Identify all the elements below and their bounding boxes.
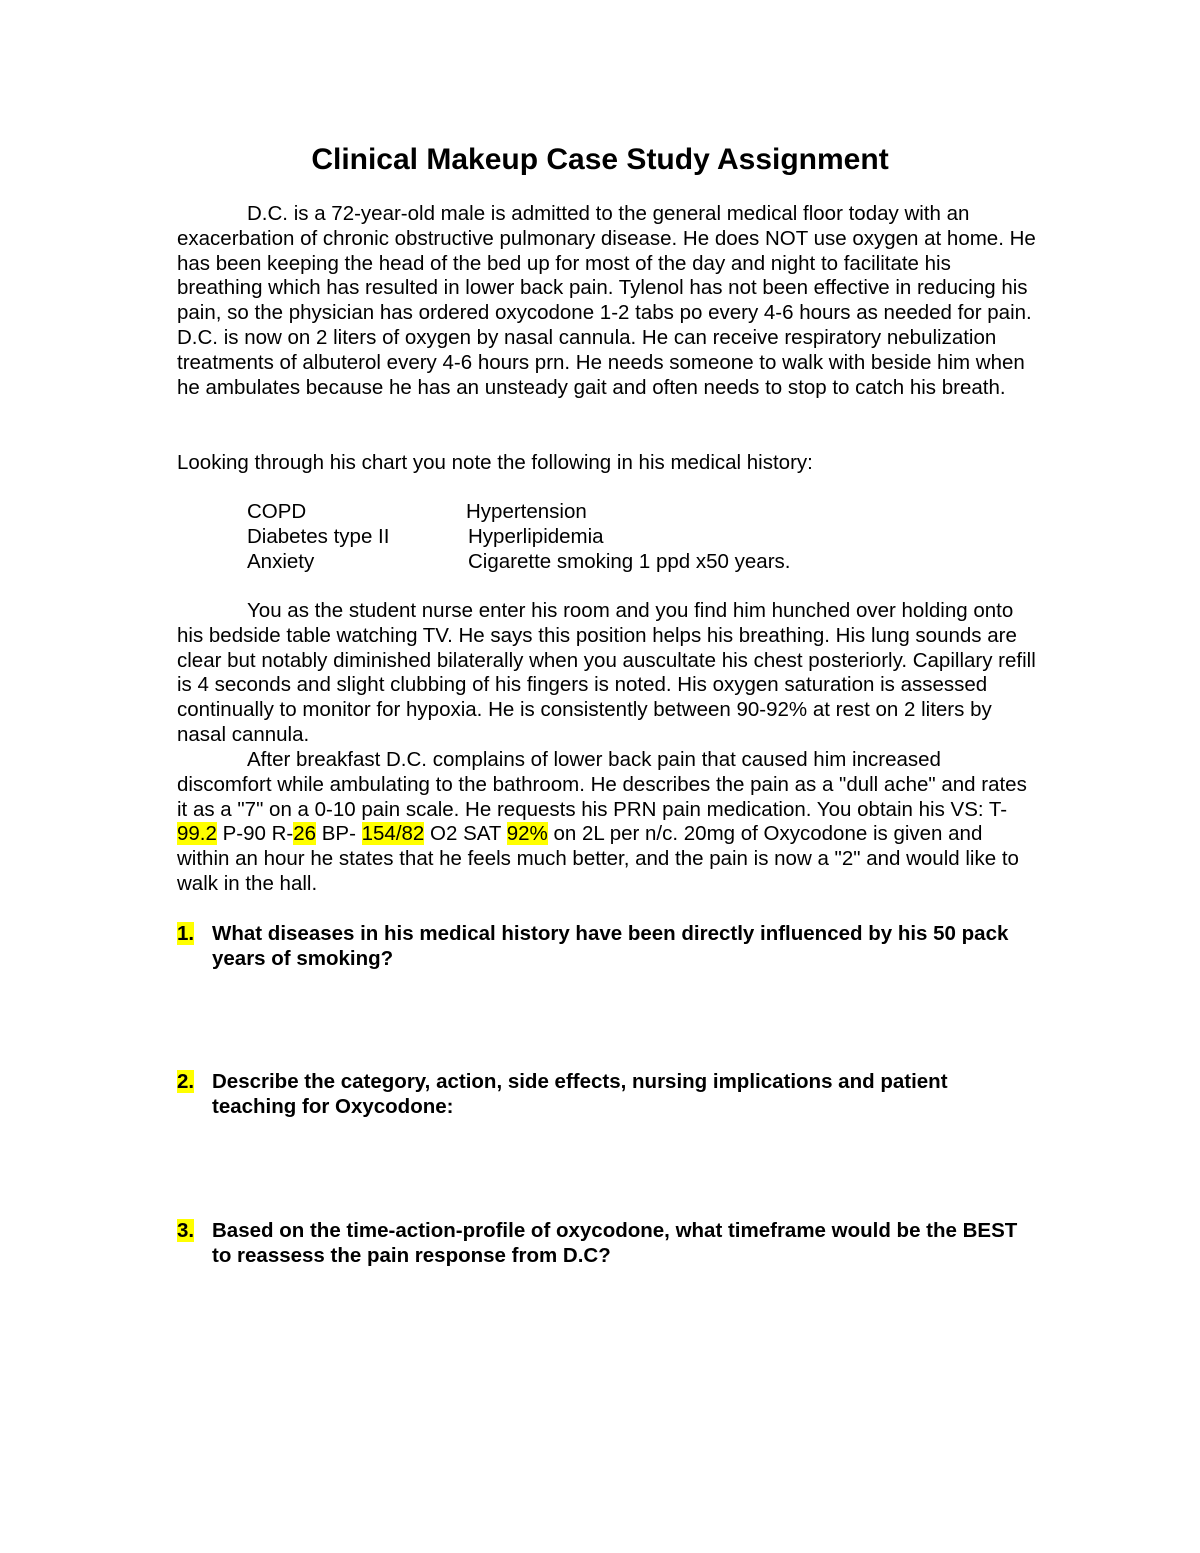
history-item: Diabetes type II bbox=[247, 525, 390, 548]
question-text: What diseases in his medical history have been directly influenced by his 50 pack years of smoking? bbox=[212, 922, 1009, 970]
respiration-value: 26 bbox=[293, 822, 317, 846]
vs-text-after: on 2L per n/c. 20mg of Oxycodone is given and within an hour he states that he feels much better, and the pain is now a "2" and would like to walk in the hall. bbox=[177, 822, 1019, 895]
history-item: Anxiety bbox=[247, 550, 315, 573]
vs-text-before: After breakfast D.C. complains of lower back pain that caused him increased discomfort while ambulating to the bathroom. He describes the pain as a "dull ache" and rates it as a "7" on a 0-10 pain scale. He requests his PRN pain medication. You obtain his VS: T- bbox=[177, 748, 1027, 821]
bp-label: BP- bbox=[316, 822, 362, 846]
question-number: 3. bbox=[177, 1219, 195, 1242]
pulse-text: P-90 R- bbox=[216, 822, 294, 846]
sat-label: O2 SAT bbox=[424, 822, 507, 846]
temperature-value: 99.2 bbox=[177, 822, 217, 846]
question-2 bbox=[177, 1070, 1037, 1120]
vital-signs-paragraph bbox=[177, 748, 1037, 897]
question-number: 1. bbox=[177, 922, 195, 945]
question-text: Describe the category, action, side effects, nursing implications and patient teaching for Oxycodone: bbox=[212, 1070, 948, 1118]
history-item: Hyperlipidemia bbox=[468, 525, 604, 548]
page-title: Clinical Makeup Case Study Assignment bbox=[311, 143, 889, 176]
blood-pressure-value: 154/82 bbox=[361, 822, 425, 846]
o2-sat-value: 92% bbox=[506, 822, 548, 846]
assessment-paragraph: You as the student nurse enter his room and you find him hunched over holding onto his bedside table watching TV. He says this position helps his breathing. His lung sounds are clear but notably diminished bilaterally when you auscultate his chest posteriorly. Capillary refill is 4 seconds and slight clubbing of his fingers is noted. His oxygen saturation is assessed continually to monitor for hypoxia. He is consistently between 90-92% at rest on 2 liters by nasal cannula. bbox=[177, 599, 1036, 746]
history-item: COPD bbox=[247, 500, 307, 523]
case-paragraph-intro: D.C. is a 72-year-old male is admitted to the general medical floor today with an exacerbation of chronic obstructive pulmonary disease. He does NOT use oxygen at home. He has been keeping the head of the bed up for most of the day and night to facilitate his breathing which has resulted in lower back pain. Tylenol has not been effective in reducing his pain, so the physician has ordered oxycodone 1-2 tabs po every 4-6 hours as needed for pain. D.C. is now on 2 liters of oxygen by nasal cannula. He can receive respiratory nebulization treatments of albuterol every 4-6 hours prn. He needs someone to walk with beside him when he ambulates because he has an unsteady gait and often needs to stop to catch his breath. bbox=[177, 202, 1036, 399]
chart-intro-text: Looking through his chart you note the following in his medical history: bbox=[177, 451, 813, 474]
question-1 bbox=[177, 922, 1037, 972]
question-number: 2. bbox=[177, 1070, 195, 1093]
question-3 bbox=[177, 1219, 1037, 1269]
question-text: Based on the time-action-profile of oxycodone, what timeframe would be the BEST to reassess the pain response from D.C? bbox=[212, 1219, 1018, 1267]
history-item: Cigarette smoking 1 ppd x50 years. bbox=[468, 550, 791, 573]
history-item: Hypertension bbox=[466, 500, 587, 523]
